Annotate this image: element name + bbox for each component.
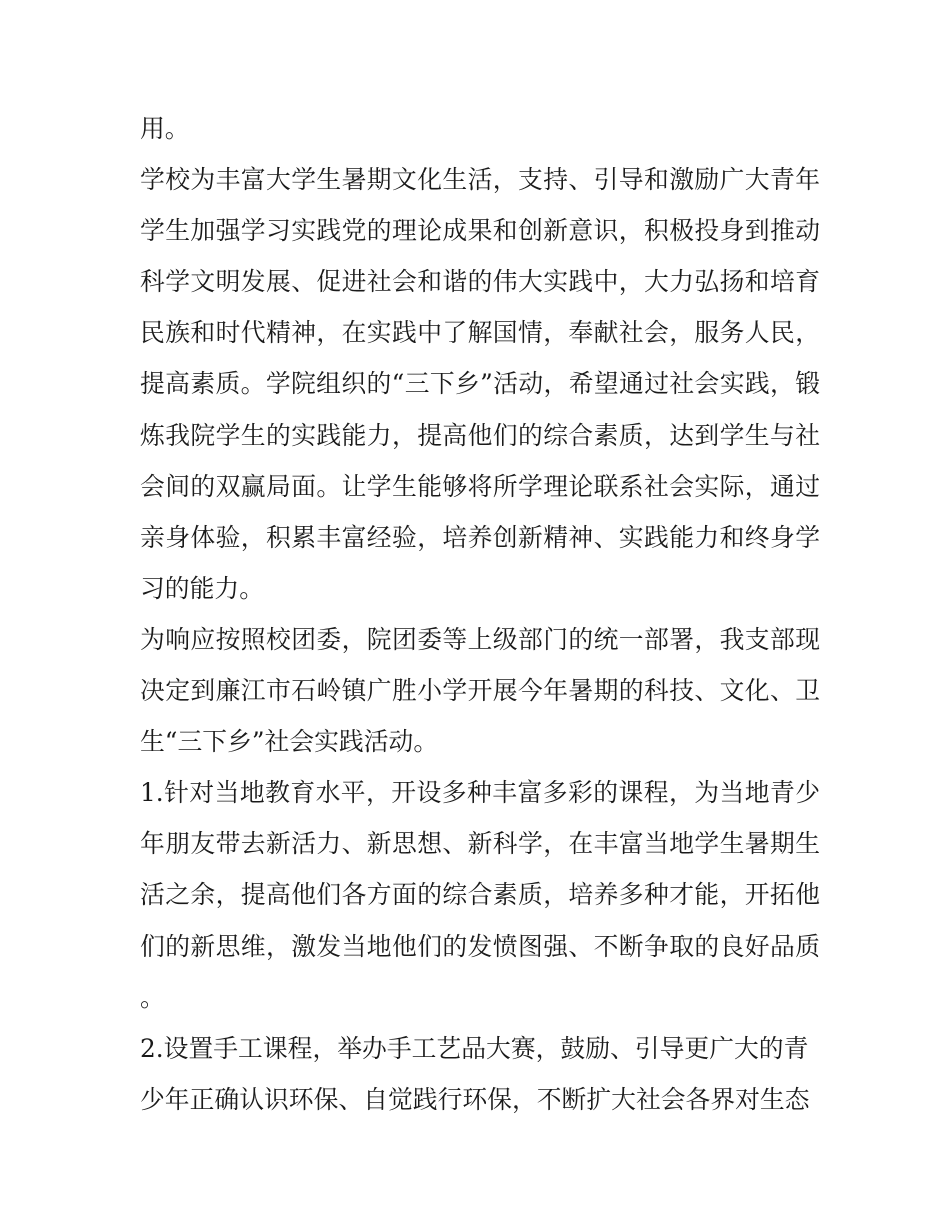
paragraph-continuation: 用。 (140, 114, 190, 143)
paragraph-item-2: 2.设置手工课程，举办手工艺品大赛，鼓励、引导更广大的青少年正确认识环保、自觉践行环保，不断扩大社会各界对生态 (140, 1033, 810, 1114)
document-body (140, 103, 820, 1125)
paragraph-decision: 为响应按照校团委，院团委等上级部门的统一部署，我支部现决定到廉江市石岭镇广胜小学开展今年暑期的科技、文化、卫生“三下乡”社会实践活动。 (140, 624, 820, 757)
paragraph-purpose: 学校为丰富大学生暑期文化生活，支持、引导和激励广大青年学生加强学习实践党的理论成果和创新意识，积极投身到推动科学文明发展、促进社会和谐的伟大实践中，大力弘扬和培育民族和时代精神，在实践中了解国情，奉献社会，服务人民，提高素质。学院组织的“三下乡”活动，希望通过社会实践，锻炼我院学生的实践能力，提高他们的综合素质，达到学生与社会间的双赢局面。让学生能够将所学理论联系社会实际，通过亲身体验，积累丰富经验，培养创新精神、实践能力和终身学习的能力。 (140, 165, 820, 603)
paragraph-item-1: 1.针对当地教育水平，开设多种丰富多彩的课程，为当地青少年朋友带去新活力、新思想、新科学，在丰富当地学生暑期生活之余，提高他们各方面的综合素质，培养多种才能，开拓他们的新思维，激发当地他们的发愤图强、不断争取的良好品质。 (140, 778, 820, 1012)
